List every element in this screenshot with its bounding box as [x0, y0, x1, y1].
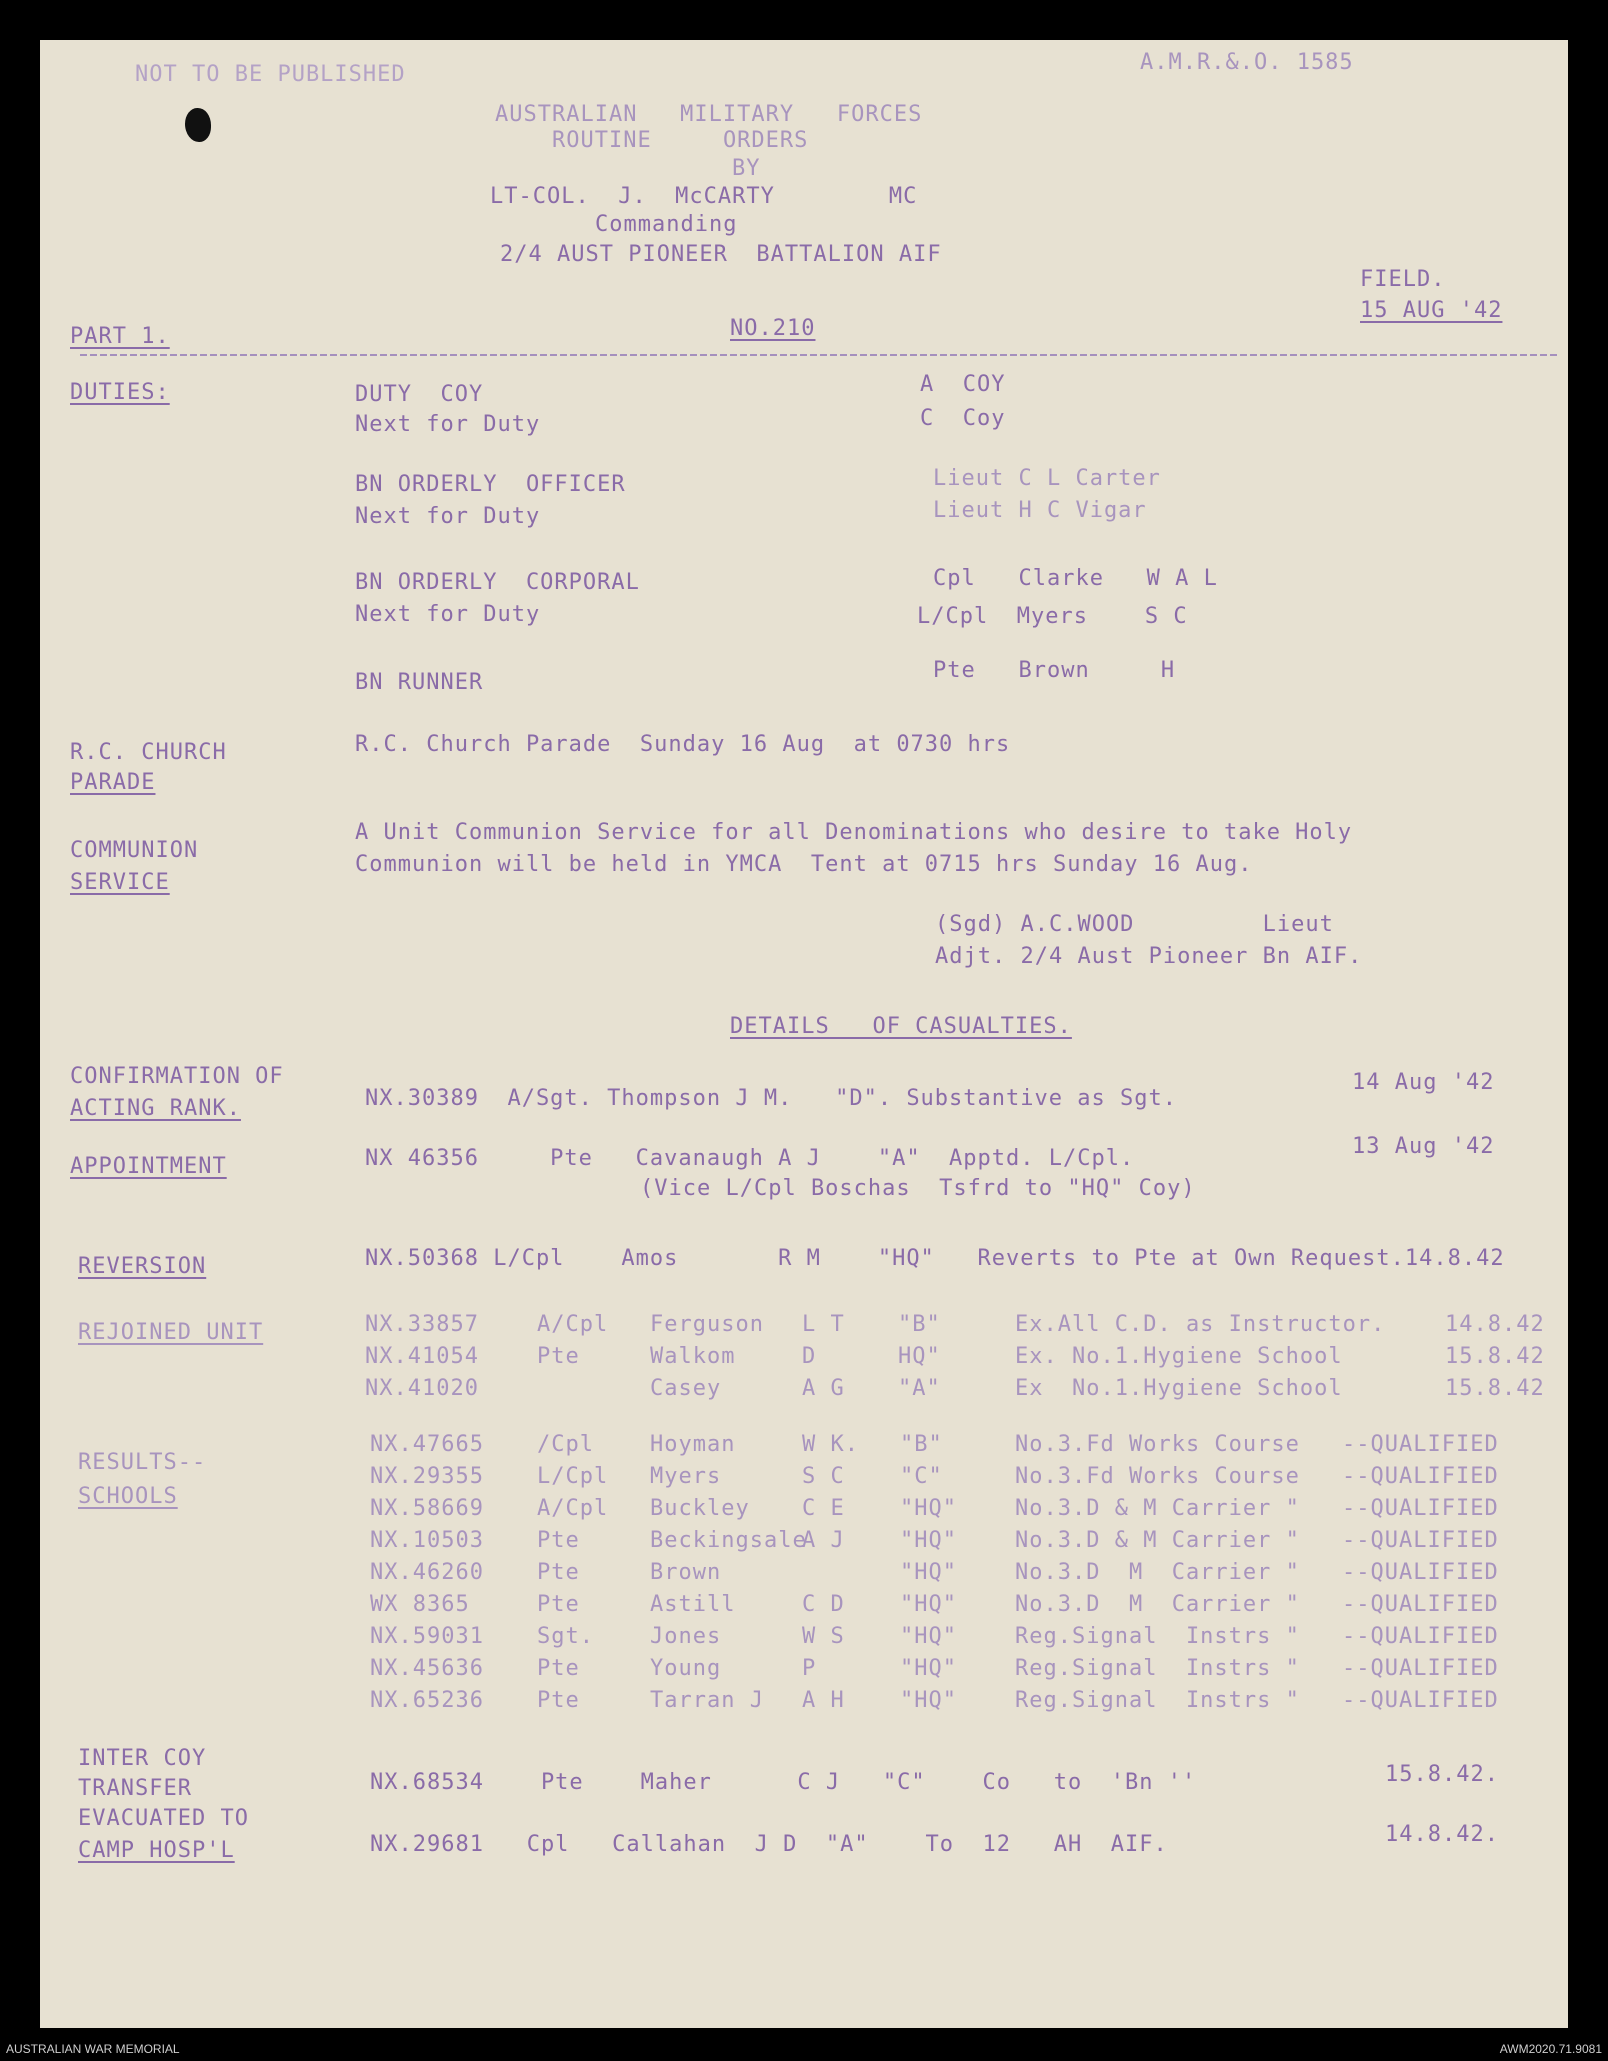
evacuated-heading: CAMP HOSP'L [78, 1838, 235, 1863]
service-number: NX.10503 [370, 1528, 484, 1553]
rank: Sgt. [537, 1624, 594, 1649]
evacuated-text: NX.29681 Cpl Callahan J D "A" To 12 AH AIF. [370, 1832, 1168, 1857]
soldier-name: Ferguson [650, 1312, 764, 1337]
initials: L T [802, 1312, 845, 1337]
duty-label: Next for Duty [355, 412, 541, 437]
initials: S C [802, 1464, 845, 1489]
service-number: NX.33857 [365, 1312, 479, 1337]
communion-text: Communion will be held in YMCA Tent at 0715 hrs Sunday 16 Aug. [355, 852, 1253, 877]
result: --QUALIFIED [1342, 1656, 1499, 1681]
service-number: NX.41020 [365, 1376, 479, 1401]
confirmation-heading: ACTING RANK. [70, 1096, 241, 1121]
restriction-note: NOT TO BE PUBLISHED [135, 62, 406, 87]
header-line-2: ROUTINE ORDERS [552, 128, 809, 153]
result: --QUALIFIED [1342, 1432, 1499, 1457]
duty-value: L/Cpl Myers S C [917, 604, 1188, 629]
duty-value: A COY [920, 372, 1006, 397]
course: Reg.Signal Instrs " [1015, 1624, 1300, 1649]
result: --QUALIFIED [1342, 1688, 1499, 1713]
appointment-heading: APPOINTMENT [70, 1154, 227, 1179]
rank: Pte [537, 1344, 580, 1369]
signature-line: Adjt. 2/4 Aust Pioneer Bn AIF. [935, 944, 1363, 969]
header-rule [80, 354, 1560, 356]
initials: W K. [802, 1432, 859, 1457]
header-line-6: 2/4 AUST PIONEER BATTALION AIF [500, 242, 942, 267]
result: --QUALIFIED [1342, 1592, 1499, 1617]
soldier-name: Jones [650, 1624, 722, 1649]
soldier-name: Astill [650, 1592, 736, 1617]
rank: /Cpl [537, 1432, 594, 1457]
service-number: NX.46260 [370, 1560, 484, 1585]
duty-label: DUTY COY [355, 382, 484, 407]
signature-line: (Sgd) A.C.WOOD Lieut [935, 912, 1334, 937]
soldier-name: Walkom [650, 1344, 736, 1369]
rank: Pte [537, 1656, 580, 1681]
soldier-name: Tarran J [650, 1688, 764, 1713]
header-line-4: LT-COL. J. McCARTY MC [490, 184, 918, 209]
duty-label: BN ORDERLY CORPORAL [355, 570, 640, 595]
transfer-heading: TRANSFER [78, 1776, 192, 1801]
appointment-date: 13 Aug '42 [1352, 1134, 1495, 1159]
company: HQ" [898, 1344, 941, 1369]
date: 14.8.42 [1445, 1312, 1545, 1337]
header-line-3: BY [732, 156, 761, 181]
communion-heading: COMMUNION [70, 838, 199, 863]
course: No.3.D & M Carrier " [1015, 1528, 1300, 1553]
header-line-1: AUSTRALIAN MILITARY FORCES [495, 102, 923, 127]
company: "HQ" [900, 1688, 957, 1713]
initials: W S [802, 1624, 845, 1649]
duty-value: C Coy [920, 406, 1006, 431]
company: "B" [900, 1432, 943, 1457]
rejoined-heading: REJOINED UNIT [78, 1320, 264, 1345]
soldier-name: Brown [650, 1560, 722, 1585]
duty-value: Lieut C L Carter [933, 466, 1161, 491]
duty-label: Next for Duty [355, 504, 541, 529]
soldier-name: Young [650, 1656, 722, 1681]
duties-heading: DUTIES: [70, 380, 170, 405]
company: "HQ" [900, 1560, 957, 1585]
soldier-name: Buckley [650, 1496, 750, 1521]
transfer-text: NX.68534 Pte Maher C J "C" Co to 'Bn '' [370, 1770, 1197, 1795]
transfer-heading: INTER COY [78, 1746, 207, 1771]
detail: Ex.All C.D. as Instructor. [1015, 1312, 1386, 1337]
order-reference: A.M.R.&.O. 1585 [1140, 50, 1354, 75]
initials: P [802, 1656, 817, 1681]
initials: D [802, 1344, 817, 1369]
soldier-name: Hoyman [650, 1432, 736, 1457]
rank: A/Cpl [537, 1312, 609, 1337]
service-number: NX.58669 [370, 1496, 484, 1521]
order-date: 15 AUG '42 [1360, 298, 1503, 323]
company: "B" [898, 1312, 941, 1337]
confirmation-date: 14 Aug '42 [1352, 1070, 1495, 1095]
part-label: PART 1. [70, 324, 170, 349]
duty-label: BN RUNNER [355, 670, 484, 695]
company: "HQ" [900, 1592, 957, 1617]
duty-value: Pte Brown H [933, 658, 1176, 683]
service-number: WX 8365 [370, 1592, 470, 1617]
archive-footer [0, 2033, 1608, 2061]
course: Reg.Signal Instrs " [1015, 1688, 1300, 1713]
confirmation-heading: CONFIRMATION OF [70, 1064, 284, 1089]
communion-text: A Unit Communion Service for all Denominations who desire to take Holy [355, 820, 1353, 845]
service-number: NX.65236 [370, 1688, 484, 1713]
church-heading: R.C. CHURCH [70, 740, 227, 765]
appointment-text: (Vice L/Cpl Boschas Tsfrd to "HQ" Coy) [640, 1176, 1196, 1201]
reversion-heading: REVERSION [78, 1254, 207, 1279]
order-place: FIELD. [1360, 267, 1446, 292]
service-number: NX.29355 [370, 1464, 484, 1489]
evacuated-heading: EVACUATED TO [78, 1806, 249, 1831]
initials: A G [802, 1376, 845, 1401]
results-heading: RESULTS-- [78, 1450, 207, 1475]
rank: A/Cpl [537, 1496, 609, 1521]
duty-value: Cpl Clarke W A L [933, 566, 1218, 591]
church-text: R.C. Church Parade Sunday 16 Aug at 0730 hrs [355, 732, 1011, 757]
initials: C D [802, 1592, 845, 1617]
soldier-name: Casey [650, 1376, 722, 1401]
company: "A" [898, 1376, 941, 1401]
course: No.3.D & M Carrier " [1015, 1496, 1300, 1521]
footer-catalogue-id: AWM2020.71.9081 [1499, 2042, 1602, 2056]
duty-label: BN ORDERLY OFFICER [355, 472, 626, 497]
detail: Ex. No.1.Hygiene School [1015, 1344, 1343, 1369]
rank: Pte [537, 1560, 580, 1585]
initials: A H [802, 1688, 845, 1713]
result: --QUALIFIED [1342, 1464, 1499, 1489]
duty-value: Lieut H C Vigar [933, 498, 1147, 523]
punch-hole [185, 108, 211, 142]
header-line-5: Commanding [595, 212, 738, 237]
result: --QUALIFIED [1342, 1624, 1499, 1649]
confirmation-text: NX.30389 A/Sgt. Thompson J M. "D". Substantive as Sgt. [365, 1086, 1177, 1111]
detail: Ex No.1.Hygiene School [1015, 1376, 1343, 1401]
service-number: NX.45636 [370, 1656, 484, 1681]
transfer-date: 15.8.42. [1385, 1762, 1499, 1787]
initials: C E [802, 1496, 845, 1521]
date: 15.8.42 [1445, 1376, 1545, 1401]
duty-label: Next for Duty [355, 602, 541, 627]
course: Reg.Signal Instrs " [1015, 1656, 1300, 1681]
church-heading: PARADE [70, 770, 156, 795]
service-number: NX.47665 [370, 1432, 484, 1457]
result: --QUALIFIED [1342, 1560, 1499, 1585]
company: "HQ" [900, 1496, 957, 1521]
result: --QUALIFIED [1342, 1528, 1499, 1553]
date: 15.8.42 [1445, 1344, 1545, 1369]
results-heading: SCHOOLS [78, 1484, 178, 1509]
appointment-text: NX 46356 Pte Cavanaugh A J "A" Apptd. L/Cpl. [365, 1146, 1135, 1171]
course: No.3.Fd Works Course [1015, 1464, 1300, 1489]
company: "HQ" [900, 1624, 957, 1649]
communion-heading: SERVICE [70, 870, 170, 895]
order-number: NO.210 [730, 316, 816, 341]
company: "C" [900, 1464, 943, 1489]
rank: Pte [537, 1528, 580, 1553]
course: No.3.Fd Works Course [1015, 1432, 1300, 1457]
result: --QUALIFIED [1342, 1496, 1499, 1521]
rank: Pte [537, 1592, 580, 1617]
initials: A J [802, 1528, 845, 1553]
evacuated-date: 14.8.42. [1385, 1822, 1499, 1847]
service-number: NX.59031 [370, 1624, 484, 1649]
course: No.3.D M Carrier " [1015, 1560, 1300, 1585]
company: "HQ" [900, 1656, 957, 1681]
soldier-name: Myers [650, 1464, 722, 1489]
document-page [40, 40, 1568, 2028]
course: No.3.D M Carrier " [1015, 1592, 1300, 1617]
company: "HQ" [900, 1528, 957, 1553]
reversion-text: NX.50368 L/Cpl Amos R M "HQ" Reverts to Pte at Own Request.14.8.42 [365, 1246, 1505, 1271]
rank: Pte [537, 1688, 580, 1713]
service-number: NX.41054 [365, 1344, 479, 1369]
casualties-heading: DETAILS OF CASUALTIES. [730, 1014, 1072, 1039]
rank: L/Cpl [537, 1464, 609, 1489]
footer-institution: AUSTRALIAN WAR MEMORIAL [6, 2042, 180, 2056]
soldier-name: Beckingsale [650, 1528, 807, 1553]
